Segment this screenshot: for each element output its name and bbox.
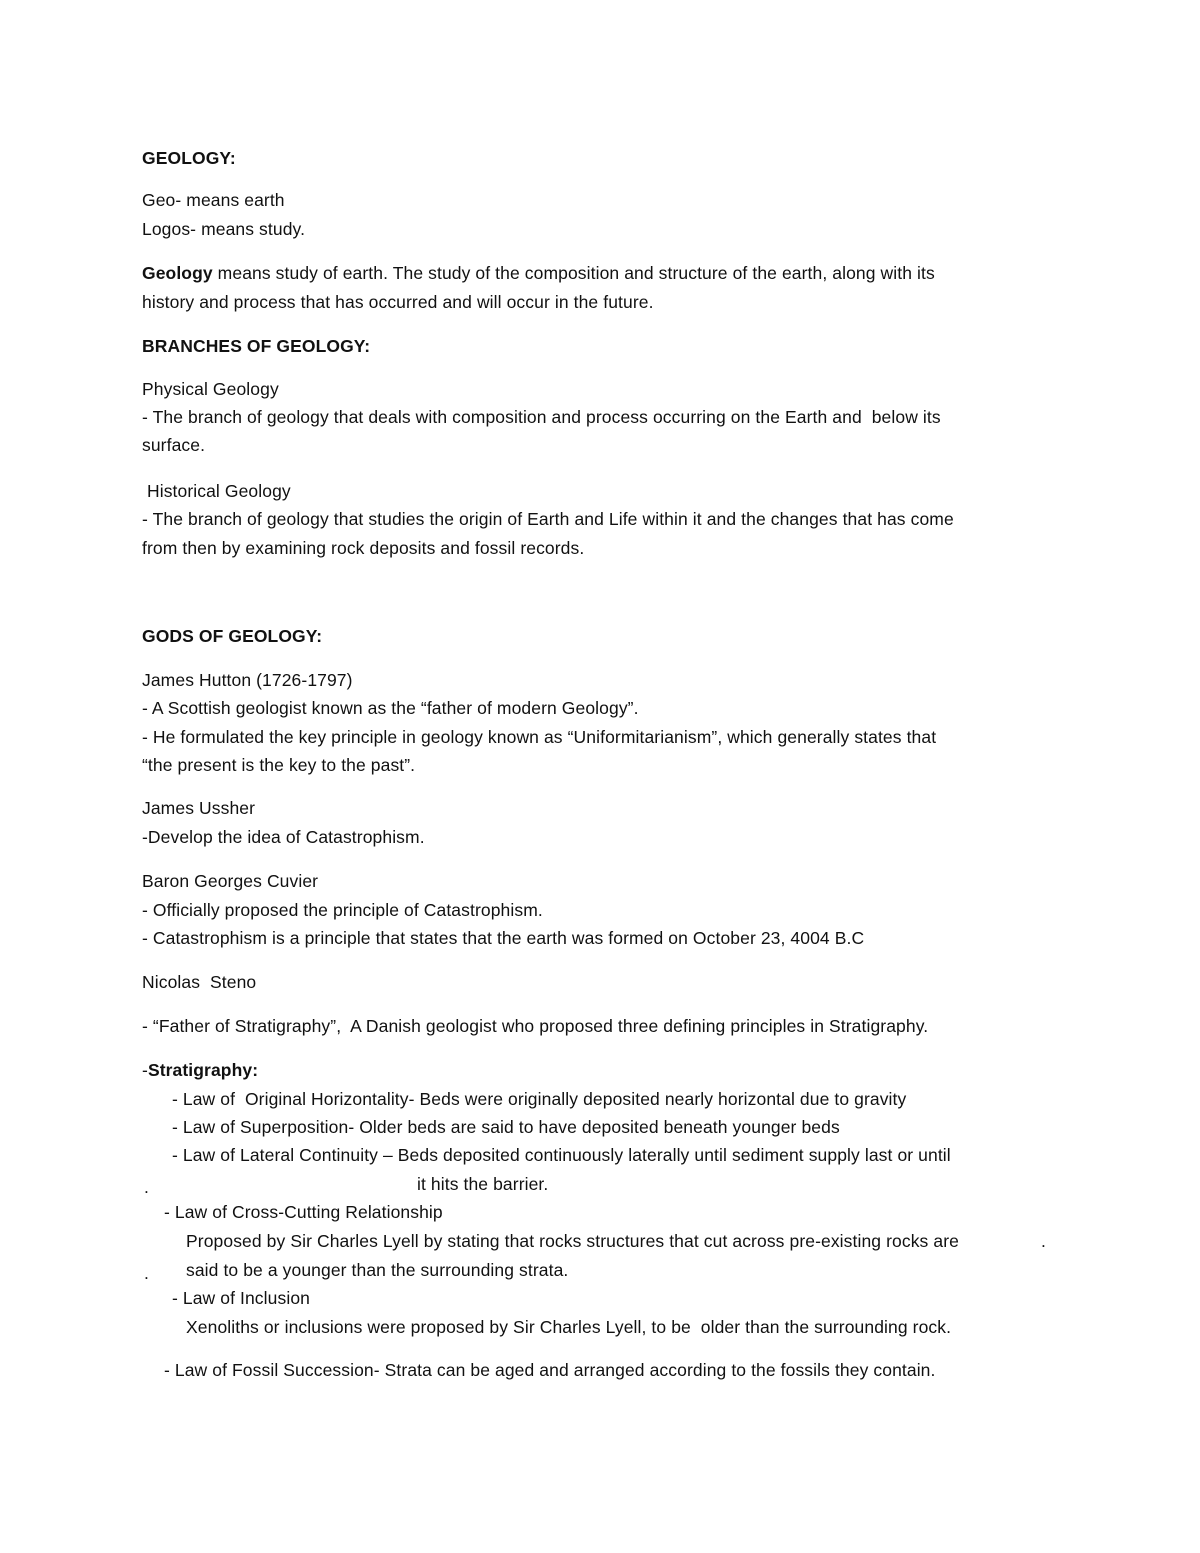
law-cross-cutting-line-1: Proposed by Sir Charles Lyell by stating that rocks structures that cut across pre-existing rocks are [186, 1231, 959, 1251]
hutton-line-1: - A Scottish geologist known as the “father of modern Geology”. [142, 698, 639, 718]
law-inclusion-title: - Law of Inclusion [172, 1288, 310, 1308]
historical-geology-title: Historical Geology [142, 481, 291, 501]
logos-line: Logos- means study. [142, 219, 306, 239]
law-cross-cutting-line-2: said to be a younger than the surrounding strata. [186, 1260, 569, 1280]
definition-line-1 [142, 262, 935, 284]
heading-branches: BRANCHES OF GEOLOGY: [142, 336, 371, 356]
ussher-title: James Ussher [142, 798, 256, 818]
stray-dot: . [144, 1263, 149, 1283]
definition-line-2: history and process that has occurred and will occur in the future. [142, 292, 654, 312]
ussher-line-1: -Develop the idea of Catastrophism. [142, 827, 425, 847]
stray-dot: . [1041, 1231, 1046, 1251]
stray-dot: . [144, 1177, 149, 1197]
historical-geology-line-2: from then by examining rock deposits and fossil records. [142, 538, 585, 558]
stratigraphy-prefix: - [142, 1060, 148, 1080]
law-cross-cutting-title: - Law of Cross-Cutting Relationship [164, 1202, 443, 1222]
cuvier-line-1: - Officially proposed the principle of Catastrophism. [142, 900, 543, 920]
stratigraphy-title: Stratigraphy: [147, 1060, 259, 1080]
law-lateral-continuity-line-1: - Law of Lateral Continuity – Beds deposited continuously laterally until sediment supply last or until [172, 1145, 951, 1165]
law-superposition: - Law of Superposition- Older beds are said to have deposited beneath younger beds [172, 1117, 840, 1137]
law-fossil-succession: - Law of Fossil Succession- Strata can be aged and arranged according to the fossils they contain. [164, 1360, 936, 1380]
heading-gods: GODS OF GEOLOGY: [142, 626, 323, 646]
steno-line-1: - “Father of Stratigraphy”, A Danish geologist who proposed three defining principles in Stratigraphy. [142, 1016, 929, 1036]
historical-geology-line-1: - The branch of geology that studies the origin of Earth and Life within it and the changes that has come [142, 509, 954, 529]
law-original-horizontality: - Law of Original Horizontality- Beds were originally deposited nearly horizontal due to gravity [172, 1089, 907, 1109]
stratigraphy-heading [142, 1059, 258, 1081]
definition-term: Geology [142, 263, 213, 283]
cuvier-line-2: - Catastrophism is a principle that states that the earth was formed on October 23, 4004 B.C [142, 928, 865, 948]
law-inclusion-line-1: Xenoliths or inclusions were proposed by Sir Charles Lyell, to be older than the surrounding rock. [186, 1317, 952, 1337]
hutton-line-3: “the present is the key to the past”. [142, 755, 416, 775]
hutton-line-2: - He formulated the key principle in geology known as “Uniformitarianism”, which generally states that [142, 727, 937, 747]
physical-geology-line-2: surface. [142, 435, 206, 455]
cuvier-title: Baron Georges Cuvier [142, 871, 319, 891]
heading-geology: GEOLOGY: [142, 148, 236, 168]
physical-geology-title: Physical Geology [142, 379, 279, 399]
hutton-title: James Hutton (1726-1797) [142, 670, 353, 690]
law-lateral-continuity-line-2: it hits the barrier. [417, 1174, 549, 1194]
geo-line: Geo- means earth [142, 190, 285, 210]
steno-title: Nicolas Steno [142, 972, 257, 992]
definition-text: means study of earth. The study of the composition and structure of the earth, along with its [212, 263, 935, 283]
physical-geology-line-1: - The branch of geology that deals with composition and process occurring on the Earth and below its [142, 407, 941, 427]
